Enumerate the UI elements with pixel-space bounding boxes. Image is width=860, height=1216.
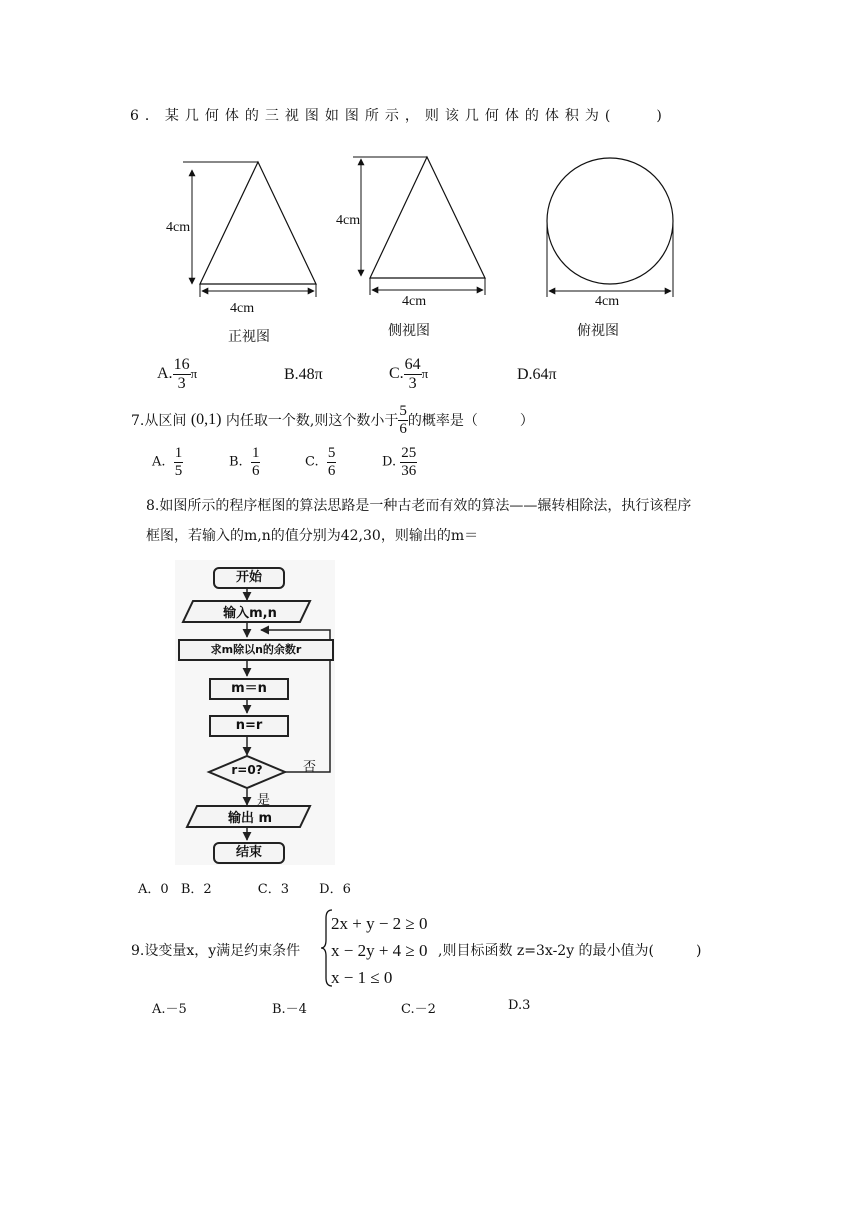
front-view-height-label: 4cm — [166, 220, 191, 235]
front-view-width-label: 4cm — [230, 301, 255, 316]
q9-option-c: C.－2 — [401, 1002, 436, 1017]
q7-option-d: D. $\frac{25}{36}$ — [382, 445, 417, 479]
q9-option-a: A.－5 — [152, 1002, 187, 1017]
front-view-label: 正视图 — [228, 329, 270, 345]
q8-option-b: B．2 — [180, 882, 212, 897]
flow-end: 结束 — [213, 842, 285, 864]
flow-remainder-step: 求m除以n的余数r — [178, 639, 334, 661]
constraint-3: x − 1 ≤ 0 — [331, 968, 393, 987]
q8-option-d: D．6 — [319, 882, 351, 897]
side-view-height-label: 4cm — [336, 213, 361, 228]
three-view-drawing — [150, 145, 710, 305]
question-9-stem-after: ,则目标函数 z=3x-2y 的最小值为( ) — [438, 943, 702, 959]
question-9-stem-before: 9.设变量x，y满足约束条件 — [131, 943, 301, 959]
front-view-triangle — [183, 162, 316, 297]
top-view-label: 俯视图 — [577, 323, 619, 339]
q7-option-b: B. $\frac{1}{6}$ — [229, 445, 260, 479]
flow-start: 开始 — [213, 567, 285, 589]
question-8-line2: 框图，若输入的m,n的值分别为42,30，则输出的m＝ — [146, 528, 479, 544]
constraint-1: 2x + y − 2 ≥ 0 — [331, 914, 428, 933]
flow-yes-label: 是 — [257, 793, 271, 808]
question-6-stem: 6．某几何体的三视图如图所示，则该几何体的体积为( ) — [130, 108, 668, 124]
q8-options — [138, 878, 351, 897]
flow-output: 输出 m — [227, 811, 273, 826]
q9-option-b: B.－4 — [272, 1002, 307, 1017]
top-view-circle — [547, 158, 673, 297]
q8-option-a: A．0 — [138, 882, 169, 897]
q9-option-d: D.3 — [508, 998, 531, 1013]
flow-assign-m: m＝n — [209, 678, 289, 700]
side-view-width-label: 4cm — [402, 294, 427, 309]
question-8-line1: 8.如图所示的程序框图的算法思路是一种古老而有效的算法——辗转相除法，执行该程序 — [146, 498, 692, 514]
q6-option-c: C. $\frac{64}{3}$ π — [389, 356, 429, 392]
constraint-system — [331, 910, 428, 991]
q7-option-c: C. $\frac{5}{6}$ — [305, 445, 336, 479]
top-view-width-label: 4cm — [595, 294, 620, 309]
question-7-stem: 7.从区间 (0,1) 内任取一个数,则这个数小于 $\frac{5}{6}$ 的概率是（ ） — [131, 403, 534, 437]
q6-option-b: B.48π — [284, 366, 323, 383]
flow-condition: r=0? — [231, 763, 263, 777]
flow-no-label: 否 — [303, 760, 317, 775]
side-view-triangle — [353, 157, 485, 295]
flow-input: 输入m,n — [223, 606, 277, 621]
q8-option-c: C．3 — [257, 882, 289, 897]
flowchart — [175, 560, 335, 865]
flow-assign-n: n=r — [209, 715, 289, 737]
q6-option-d: D.64π — [517, 366, 557, 383]
side-view-label: 侧视图 — [388, 323, 430, 339]
constraint-2: x − 2y + 4 ≥ 0 — [331, 941, 428, 960]
q6-option-a: A. $\frac{16}{3}$ π — [157, 356, 198, 392]
q7-option-a: A. $\frac{1}{5}$ — [152, 445, 183, 479]
